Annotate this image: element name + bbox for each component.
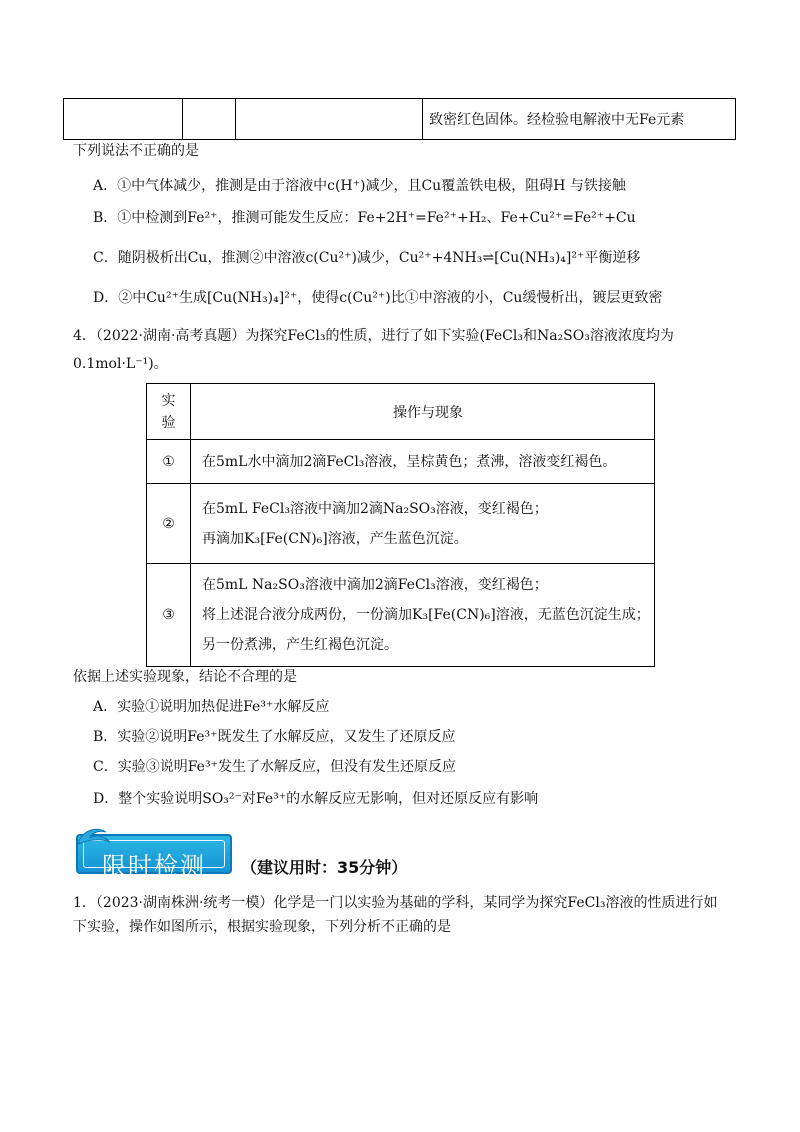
- experiment-number: ③: [147, 564, 191, 667]
- experiment-number: ①: [147, 440, 191, 484]
- option-d: D．整个实验说明SO₃²⁻对Fe³⁺的水解反应无影响，但对还原反应有影响: [93, 791, 539, 807]
- option-a: A．①中气体减少，推测是由于溶液中c(H⁺)减少，且Cu覆盖铁电极，阻碍H 与铁接触: [93, 178, 626, 194]
- table-row: [147, 564, 655, 667]
- experiment-description: 在5mL Na₂SO₃溶液中滴加2滴FeCl₃溶液，变红褐色； 将上述混合液分成两份，一份滴加K₃[Fe(CN)₆]溶液，无蓝色沉淀生成； 另一份煮沸，产生红褐色沉淀。: [191, 564, 655, 667]
- option-d: D．②中Cu²⁺生成[Cu(NH₃)₄]²⁺，使得c(Cu²⁺)比①中溶液的小，Cu缓慢析出，镀层更致密: [93, 290, 663, 306]
- option-b: B．实验②说明Fe³⁺既发生了水解反应，又发生了还原反应: [93, 729, 456, 745]
- option-c: C．实验③说明Fe³⁺发生了水解反应，但没有发生还原反应: [93, 759, 456, 775]
- wave-icon: [76, 826, 116, 848]
- experiment-number: ②: [147, 484, 191, 564]
- experiment-description: 在5mL FeCl₃溶液中滴加2滴Na₂SO₃溶液，变红褐色； 再滴加K₃[Fe(CN)₆]溶液，产生蓝色沉淀。: [191, 484, 655, 564]
- section-banner: [76, 826, 234, 880]
- option-b: B．①中检测到Fe²⁺，推测可能发生反应：Fe+2H⁺=Fe²⁺+H₂、Fe+Cu²⁺=Fe²⁺+Cu: [93, 210, 636, 226]
- suggested-time: （建议用时：35分钟）: [241, 858, 408, 877]
- table-header-row: [147, 384, 655, 440]
- option-a: A．实验①说明加热促进Fe³⁺水解反应: [93, 699, 330, 715]
- conclusion-stem: 依据上述实验现象，结论不合理的是: [73, 669, 297, 685]
- table-row: [147, 440, 655, 484]
- table-row: [147, 484, 655, 564]
- experiment-description: 在5mL水中滴加2滴FeCl₃溶液，呈棕黄色；煮沸，溶液变红褐色。: [191, 440, 655, 484]
- table-cell-text: 致密红色固体。经检验电解液中无Fe元素: [429, 112, 685, 128]
- option-c: C．随阴极析出Cu，推测②中溶液c(Cu²⁺)减少，Cu²⁺+4NH₃⇌[Cu(NH₃)₄]²⁺平衡逆移: [93, 250, 641, 266]
- question-1-stem-cont: 下实验，操作如图所示，根据实验现象，下列分析不正确的是: [73, 919, 451, 935]
- question-4-stem-cont: 0.1mol·L⁻¹)。: [73, 356, 168, 372]
- experiment-table: [146, 383, 655, 667]
- question-1-stem: 1．（2023·湖南株洲·统考一模）化学是一门以实验为基础的学科，某同学为探究FeCl₃溶液的性质进行如: [73, 895, 718, 911]
- header-operation: 操作与现象: [191, 384, 655, 440]
- table-divider: [422, 99, 423, 139]
- header-experiment: 实 验: [147, 384, 191, 440]
- section-title: 限时检测: [102, 852, 206, 880]
- question-4-stem: 4．（2022·湖南·高考真题）为探究FeCl₃的性质，进行了如下实验(FeCl₃和Na₂SO₃溶液浓度均为: [73, 328, 674, 344]
- previous-question-table-fragment: [63, 98, 736, 140]
- table-divider: [182, 99, 183, 139]
- table-divider: [235, 99, 236, 139]
- question-stem: 下列说法不正确的是: [73, 143, 199, 159]
